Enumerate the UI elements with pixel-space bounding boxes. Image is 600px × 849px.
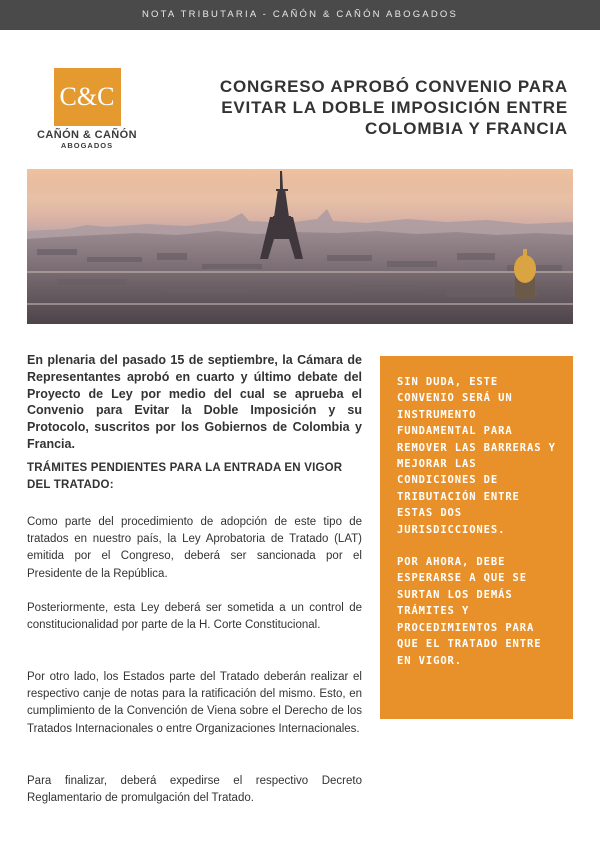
article-title: CONGRESO APROBÓ CONVENIO PARA EVITAR LA DOBLE IMPOSICIÓN ENTRE COLOMBIA Y FRANCIA (219, 77, 568, 138)
firm-logo (32, 68, 142, 150)
paragraph-1: Como parte del procedimiento de adopción de este tipo de tratados en nuestro país, la Ley Aprobatoria de Tratado (LAT) emitida por el Congreso, deberá ser sancionada por el Presidente de la República. (27, 516, 362, 580)
paris-skyline-illustration (27, 169, 573, 324)
logo-firm-name: CAÑÓN & CAÑÓN (37, 129, 137, 141)
highlight-sidebar (380, 356, 573, 719)
article-lead: En plenaria del pasado 15 de septiembre, la Cámara de Representantes aprobó en cuarto y último debate del Proyecto de Ley por medio del cual se aprueba el Convenio para Evitar la Doble Imposición y su Protocolo, suscritos por los Gobiernos de Colombia y Francia. (27, 353, 362, 451)
top-banner: NOTA TRIBUTARIA - CAÑÓN & CAÑÓN ABOGADOS (0, 0, 600, 30)
sidebar-quote-1: SIN DUDA, ESTE CONVENIO SERÁ UN INSTRUMENTO FUNDAMENTAL PARA REMOVER LAS BARRERAS Y MEJORAR LAS CONDICIONES DE TRIBUTACIÓN ENTRE ESTAS DOS JURISDICCIONES. (397, 376, 556, 536)
paragraph-2: Posteriormente, esta Ley deberá ser sometida a un control de constitucionalidad por parte de la H. Corte Constitucional. (27, 602, 362, 632)
paragraph-3: Por otro lado, los Estados parte del Tratado deberán realizar el respectivo canje de notas para la ratificación del mismo. Esto, en cumplimiento de la Convención de Viena sobre el Derecho de los Tratados Internacionales o entre Organizaciones Internacionales. (27, 671, 362, 735)
paris-skyline-photo (27, 169, 573, 324)
sidebar-quote-2: POR AHORA, DEBE ESPERARSE A QUE SE SURTAN LOS DEMÁS TRÁMITES Y PROCEDIMIENTOS PARA QUE EL TRATADO ENTRE EN VIGOR. (397, 556, 542, 667)
section-heading: TRÁMITES PENDIENTES PARA LA ENTRADA EN VIGOR DEL TRATADO: (27, 462, 343, 491)
paragraph-4: Para finalizar, deberá expedirse el respectivo Decreto Reglamentario de promulgación del Tratado. (27, 775, 362, 805)
logo-subtitle: ABOGADOS (60, 141, 114, 150)
logo-monogram: C&C (54, 68, 121, 126)
